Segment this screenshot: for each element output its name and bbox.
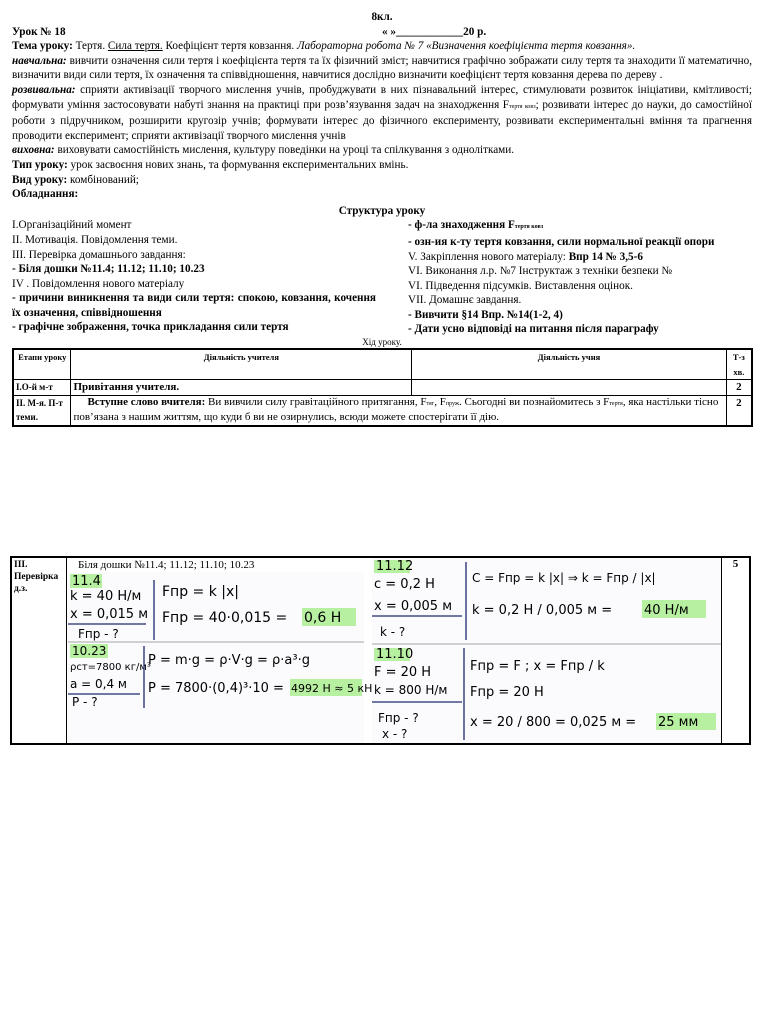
- lesson-table: [12, 348, 753, 427]
- table-header-row: [13, 349, 752, 380]
- topic-lab-title: Лабораторна робота № 7 «Визначення коефіцієнта тертя ковзання».: [297, 40, 636, 53]
- structure-item-text: V. Закріплення нового матеріалу:: [408, 250, 569, 263]
- topic-label: Тема уроку:: [12, 40, 73, 53]
- edu-goal-text: вивчити означення сили тертя і коефіцієнта тертя та їх фізичний зміст; навчитися графічно зображати силу тертя та знаходити її математично, визначити види сили тертя, їх означення та співвідношення, навчитися дослідно визначити коефіцієнт тертя ковзання дерева по дереву .: [12, 54, 752, 82]
- row2-teacher: [71, 395, 726, 426]
- row1-time: 2: [726, 380, 752, 396]
- hw-1112-given1: c = 0,2 Н: [374, 577, 435, 592]
- hw-1023-sol2: P = 7800·(0,4)³·10 =: [148, 681, 284, 696]
- structure-item: ІV . Повідомлення нового матеріалу: [12, 277, 185, 290]
- hw-1112-num: 11.12: [376, 559, 414, 574]
- structure-item: VІІ. Домашнє завдання.: [408, 294, 522, 307]
- row2-text-3: , яка настільки тісно пов’язана з нашим життям, що куди б ви не озирнулись, всюди можете спостерігати її дію.: [73, 395, 719, 423]
- row1-student: [412, 380, 727, 396]
- table-row: [13, 395, 752, 426]
- structure-item: - Біля дошки №11.4; 11.12; 11.10; 10.23: [12, 263, 205, 276]
- hw-114-given1: k = 40 Н/м: [70, 589, 142, 604]
- topic-line: [12, 39, 752, 83]
- equipment-label: Обладнання:: [12, 188, 79, 201]
- structure-item: ІІІ. Перевірка домашнього завдання:: [12, 248, 186, 261]
- structure-item: - причини виникнення та види сили тертя: спокою, ковзання, кочення їх означення, співвідношення: [12, 292, 376, 319]
- header-time: Т-з хв.: [726, 349, 752, 380]
- hw-1112-given2: x = 0,005 м: [374, 599, 453, 614]
- hw-114-num: 11.4: [72, 574, 101, 589]
- row2-teacher-text: Ви вивчили силу гравітаційного притягання, F: [205, 395, 427, 408]
- row2-teacher-bold: Вступне слово вчителя:: [87, 395, 206, 408]
- class-label: 8кл.: [371, 11, 393, 23]
- structure-item-bold: Впр 14 № 3,5-6: [568, 250, 643, 263]
- row2-text-1: , F: [434, 395, 446, 408]
- hw-114-sol1: Fпр = k |x|: [162, 584, 239, 600]
- hw-1112-sol1: C = Fпр = k |x| ⇒ k = Fпр / |x|: [472, 571, 656, 585]
- dev-goal-text: сприяти активізації творчого мислення учнів, пробуджувати в них пізнавальний інтерес, стимулювати розвиток ініціативи, кмітливості; формувати уміння застосовувати набуті знання на практиці при розв’язування задач на знаходження F: [12, 83, 752, 111]
- structure-item: VІ. Підведення підсумків. Виставлення оцінок.: [408, 279, 633, 292]
- row2-sub-1: тяг: [426, 400, 435, 407]
- row2-text-2: . Сьогодні ви познайомитесь з F: [459, 395, 610, 408]
- hw-1112-sol2: k = 0,2 Н / 0,005 м =: [472, 603, 613, 618]
- structure-item: - графічне зображення, точка прикладання сили тертя: [12, 321, 289, 334]
- lesson-type: [12, 158, 752, 173]
- hw-1110-num: 11.10: [376, 647, 414, 662]
- topic-text-3: Коефіцієнт тертя ковзання.: [162, 40, 297, 53]
- hw-1023-num: 10.23: [72, 644, 107, 658]
- row2-stage: ІІ. М-я. П-т теми.: [13, 395, 71, 426]
- structure-item: - озн-ия к-ту тертя ковзання, сили нормальної реакції опори: [408, 235, 715, 248]
- lesson-kind-text: комбінований;: [67, 173, 139, 186]
- hw-1110-given1: F = 20 Н: [374, 665, 432, 680]
- header-stage: Етапи уроку: [13, 349, 71, 380]
- hw-1110-find2: x - ?: [382, 727, 408, 741]
- lesson-plan-page: [12, 10, 752, 427]
- structure-formula-text: - ф-ла знаходження F: [408, 219, 515, 232]
- hw-114-find: Fпр - ?: [78, 627, 119, 641]
- upbr-goal: [12, 143, 752, 158]
- table-row: [13, 380, 752, 396]
- hw-114-given2: x = 0,015 м: [70, 607, 149, 622]
- hw-stage-cell: [12, 558, 67, 743]
- row1-stage: І.О-й м-т: [13, 380, 71, 396]
- header-teacher: Діяльність учителя: [71, 349, 412, 380]
- hw-time: 5: [732, 558, 739, 570]
- topic-text-1: Тертя.: [72, 40, 108, 53]
- structure-item: ІІ. Мотивація. Повідомлення теми.: [12, 233, 178, 246]
- structure-item: [408, 218, 752, 235]
- progress-title: Хід уроку.: [362, 337, 402, 348]
- structure-right: [382, 218, 752, 337]
- dev-goal-label: розвивальна:: [12, 83, 76, 96]
- hw-1112-answer: 40 Н/м: [644, 603, 689, 618]
- upbr-goal-text: виховувати самостійність мислення, культуру поведінки на уроці та спілкування з однолітками.: [54, 144, 515, 157]
- row2-sub-3: тертя: [609, 400, 623, 407]
- hw-114-sol2: Fпр = 40·0,015 =: [162, 610, 288, 626]
- hw-1023-sol1: P = m·g = ρ·V·g = ρ·a³·g: [148, 653, 310, 668]
- dev-goal-text-2: ; розвивати інтерес до науки, до самостійної роботи з підручником, розширити кругозір учнів; формувати інтерес до фізичного експерименту, розвивати експериментальні вміння та прагнення проводити експеримент; сприяти активізації творчого мислення учнів: [12, 98, 752, 142]
- hw-1110-find1: Fпр - ?: [378, 711, 419, 725]
- hw-1023-given1: ρст=7800 кг/м³: [70, 662, 151, 673]
- hw-114-answer: 0,6 Н: [304, 610, 342, 626]
- hw-stage: ІІІ. Перевірка д.з.: [14, 560, 59, 594]
- hw-1110-sol1: Fпр = F ; x = Fпр / k: [470, 659, 605, 674]
- upbr-goal-label: виховна:: [12, 144, 55, 157]
- hw-1110-sol3: x = 20 / 800 = 0,025 м =: [470, 715, 637, 730]
- structure-left: [12, 218, 382, 337]
- row2-time: 2: [726, 395, 752, 426]
- hw-1112-find: k - ?: [380, 625, 406, 639]
- topic-text-2: Сила тертя.: [107, 40, 163, 53]
- header-student: Діяльність учня: [412, 349, 727, 380]
- lesson-type-text: урок засвоєння нових знань, та формування експериментальних вмінь.: [67, 158, 409, 171]
- hw-time-cell: [721, 558, 749, 743]
- lesson-header: [12, 25, 752, 40]
- hw-1023-given2: a = 0,4 м: [70, 677, 127, 691]
- structure-item: І.Організаційний момент: [12, 219, 132, 232]
- lesson-kind-label: Вид уроку:: [12, 173, 68, 186]
- handwritten-solutions: [68, 558, 721, 743]
- structure-columns: [12, 218, 752, 337]
- hw-1110-given2: k = 800 Н/м: [374, 683, 448, 697]
- structure-formula-sub: тертя ковз: [514, 224, 544, 231]
- edu-goal-label: навчальна:: [12, 54, 67, 67]
- structure-item: - Дати усно відповіді на питання після параграфу: [408, 323, 659, 336]
- date-line: « »____________20 р.: [382, 25, 487, 38]
- row1-teacher: Привітання учителя.: [71, 380, 412, 396]
- hw-board-tasks: Біля дошки №11.4; 11.12; 11.10; 10.23: [78, 559, 255, 571]
- dev-goal-sub: тертя ковз: [509, 103, 536, 110]
- structure-item: VІ. Виконання л.р. №7 Інструктаж з техніки безпеки №: [408, 265, 673, 278]
- lesson-kind: [12, 173, 752, 188]
- hw-1110-answer: 25 мм: [658, 715, 699, 730]
- dev-goal: [12, 83, 752, 143]
- structure-item: [408, 250, 752, 265]
- structure-item: - Вивчити §14 Впр. №14(1-2, 4): [408, 308, 563, 321]
- hw-1023-answer: 4992 Н ≈ 5 кН: [291, 682, 373, 695]
- structure-title: Структура уроку: [338, 204, 426, 217]
- hw-1023-find: P - ?: [72, 695, 98, 709]
- homework-table: [10, 556, 751, 745]
- hw-1110-sol2: Fпр = 20 Н: [470, 685, 544, 700]
- lesson-type-label: Тип уроку:: [12, 158, 68, 171]
- row2-sub-2: пруж: [445, 400, 460, 407]
- lesson-number: Урок № 18: [12, 25, 66, 38]
